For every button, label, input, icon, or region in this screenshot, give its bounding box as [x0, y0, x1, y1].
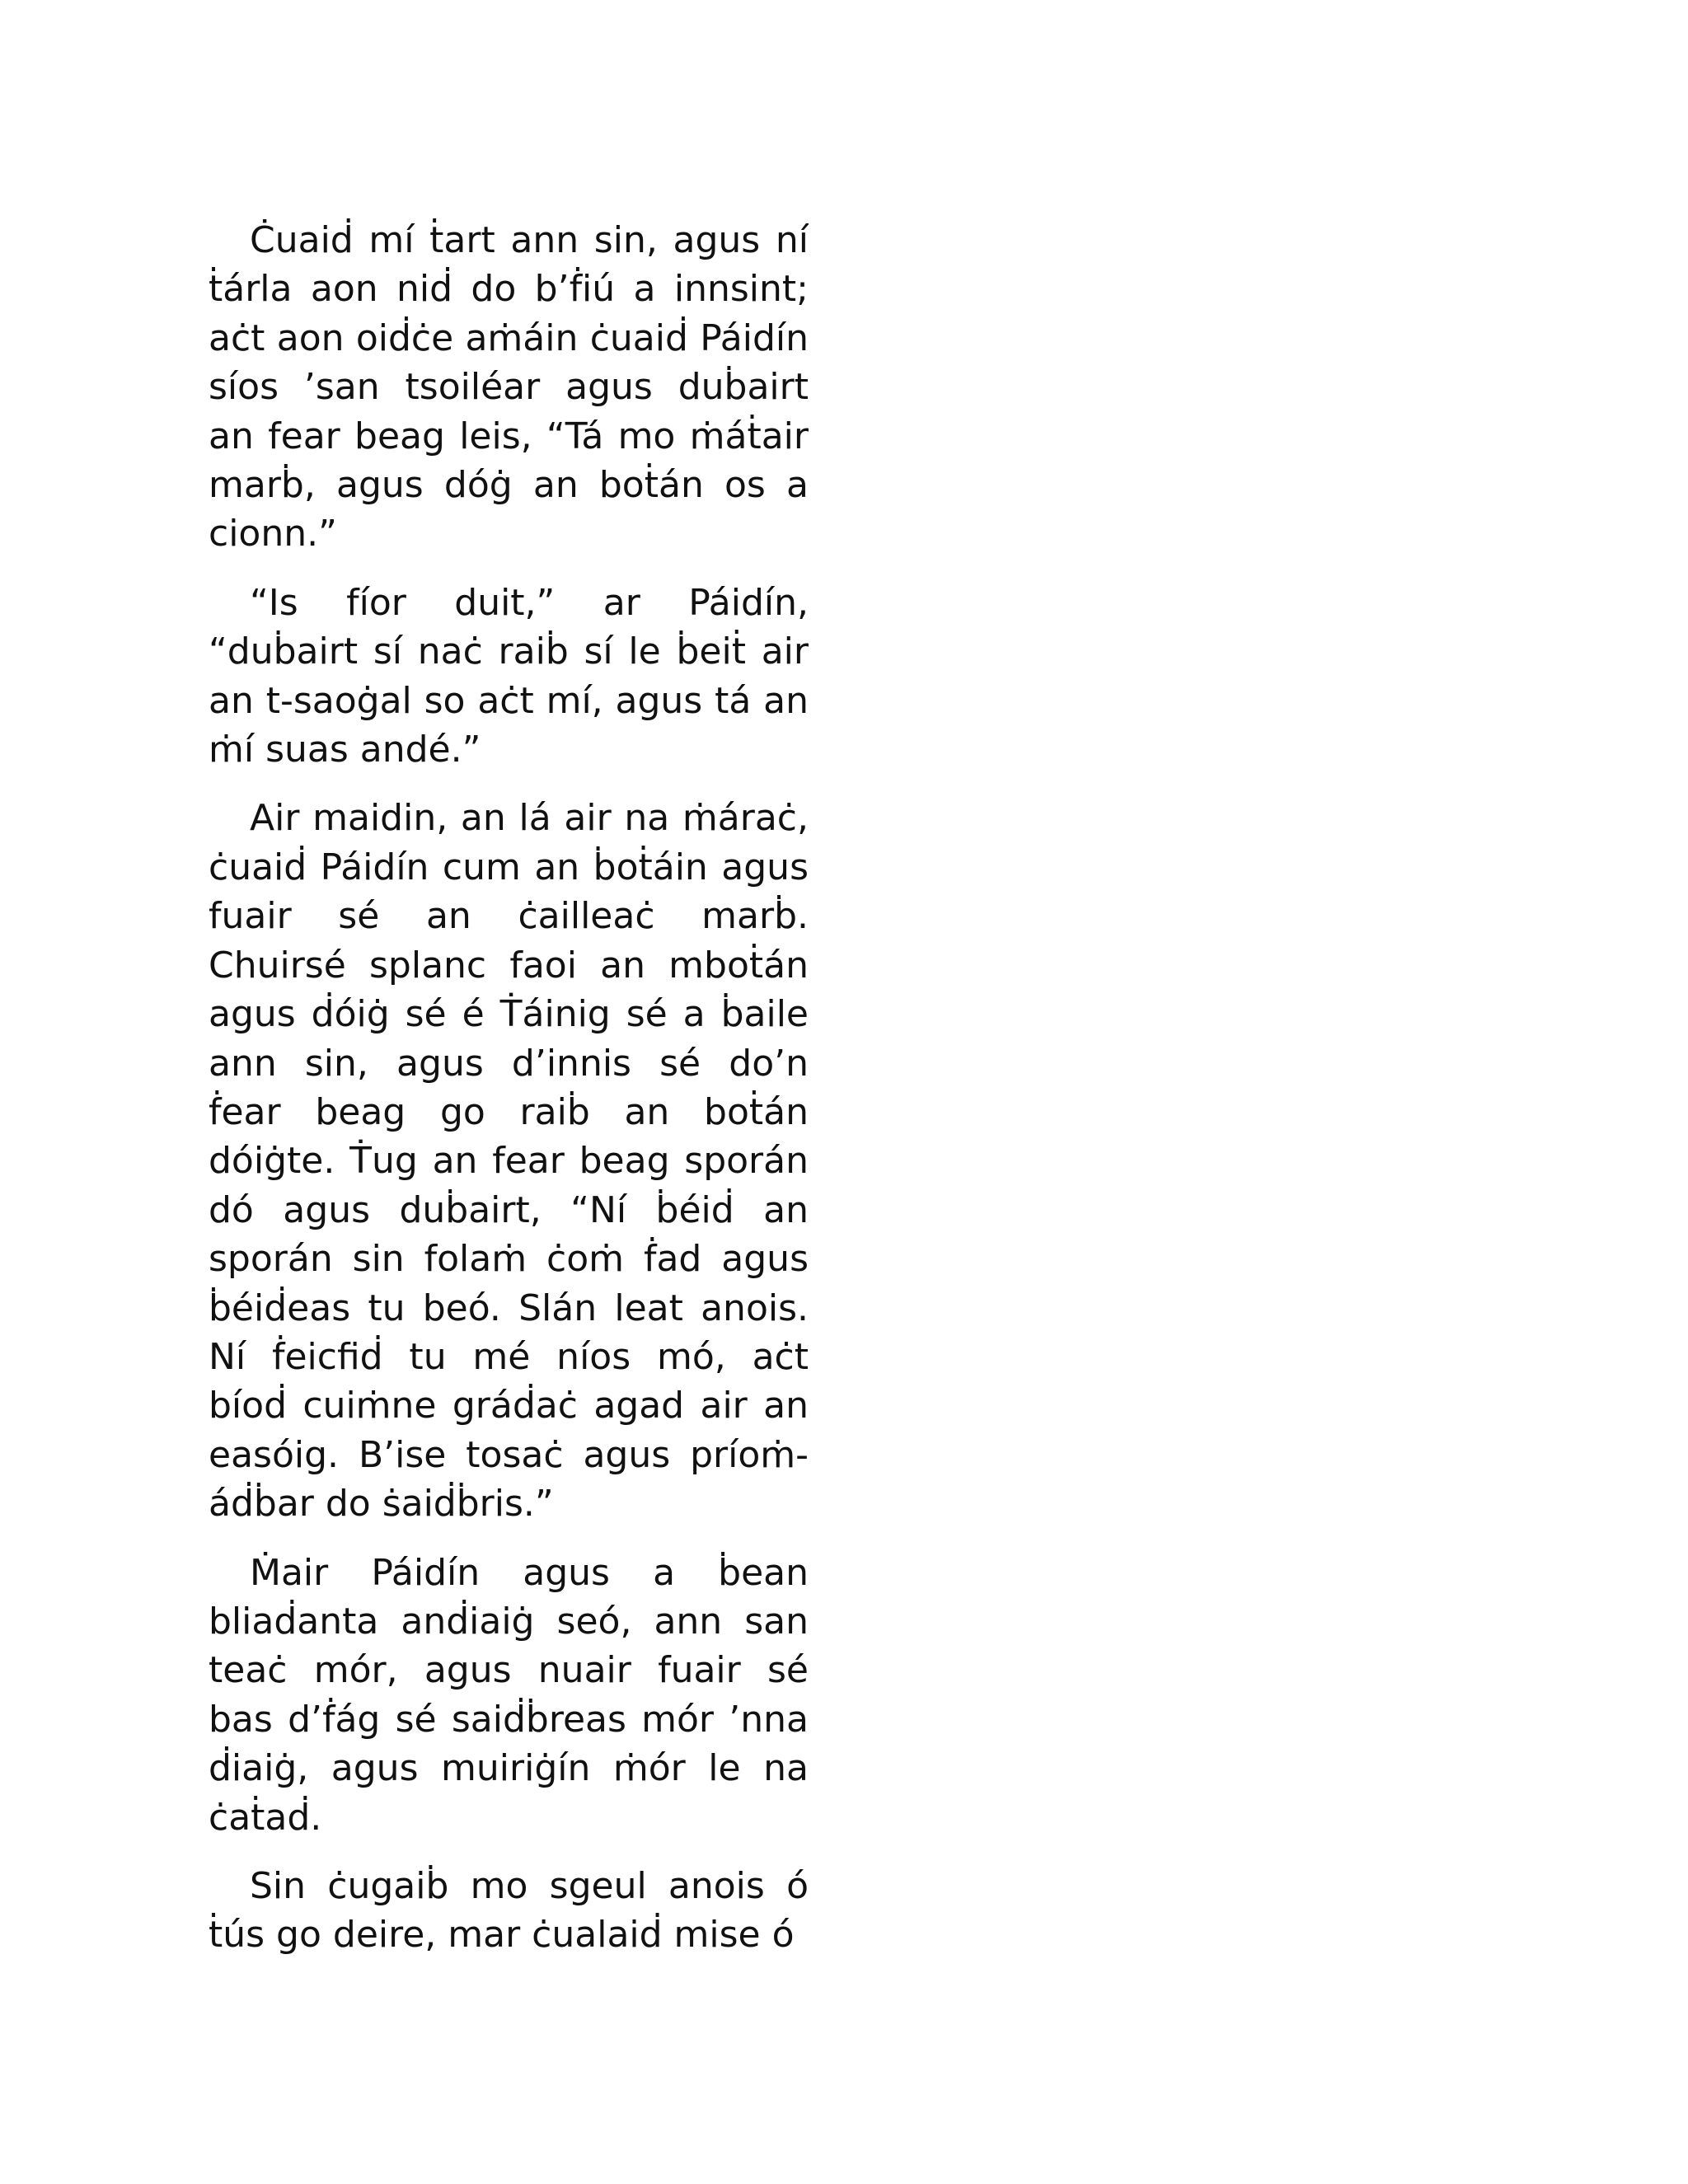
paragraph-3: Air maidin, an lá air na ṁáraċ, ċuaiḋ Páidín cum an ḃoṫáin agus fuair sé an ċailleaċ marḃ. Chuirsé splanc faoi an mboṫán agus ḋóiġ sé é Ṫáinig sé a ḃaile ann sin, agus d’innis sé do’n ḟear beag go raiḃ an boṫán dóiġte. Ṫug an fear beag sporán dó agus duḃairt, “Ní ḃéiḋ an sporán sin folaṁ ċoṁ ḟad agus ḃéiḋeas tu beó. Slán leat anois. Ní ḟeicfiḋ tu mé níos mó, aċt bíoḋ cuiṁne gráḋaċ agad air an easóig. B’ise tosaċ agus príoṁ-áḋḃar do ṡaiḋḃris.” [209, 797, 809, 1526]
paragraph-2: “Is fíor duit,” ar Páidín, “duḃairt sí naċ raiḃ sí le ḃeiṫ air an t-saoġal so aċt mí, agus tá an ṁí suas andé.” [209, 581, 809, 771]
paragraph-1: Ċuaiḋ mí ṫart ann sin, agus ní ṫárla aon niḋ do b’ḟiú a innsint; aċt aon oiḋċe aṁáin ċuaiḋ Páidín síos ’san tsoiléar agus duḃairt an fear beag leis, “Tá mo ṁáṫair marḃ, agus dóġ an boṫán os a cionn.” [209, 219, 809, 555]
paragraph-4: Ṁair Páidín agus a ḃean bliaḋanta anḋiaiġ seó, ann san teaċ mór, agus nuair fuair sé bas d’ḟág sé saiḋḃreas mór ’nna ḋiaiġ, agus muiriġín ṁór le na ċaṫaḋ. [209, 1551, 809, 1839]
page-text-block [209, 216, 809, 1971]
paragraph-5: Sin ċugaiḃ mo sgeul anois ó ṫús go deire, mar ċualaiḋ mise ó [209, 1865, 809, 1957]
